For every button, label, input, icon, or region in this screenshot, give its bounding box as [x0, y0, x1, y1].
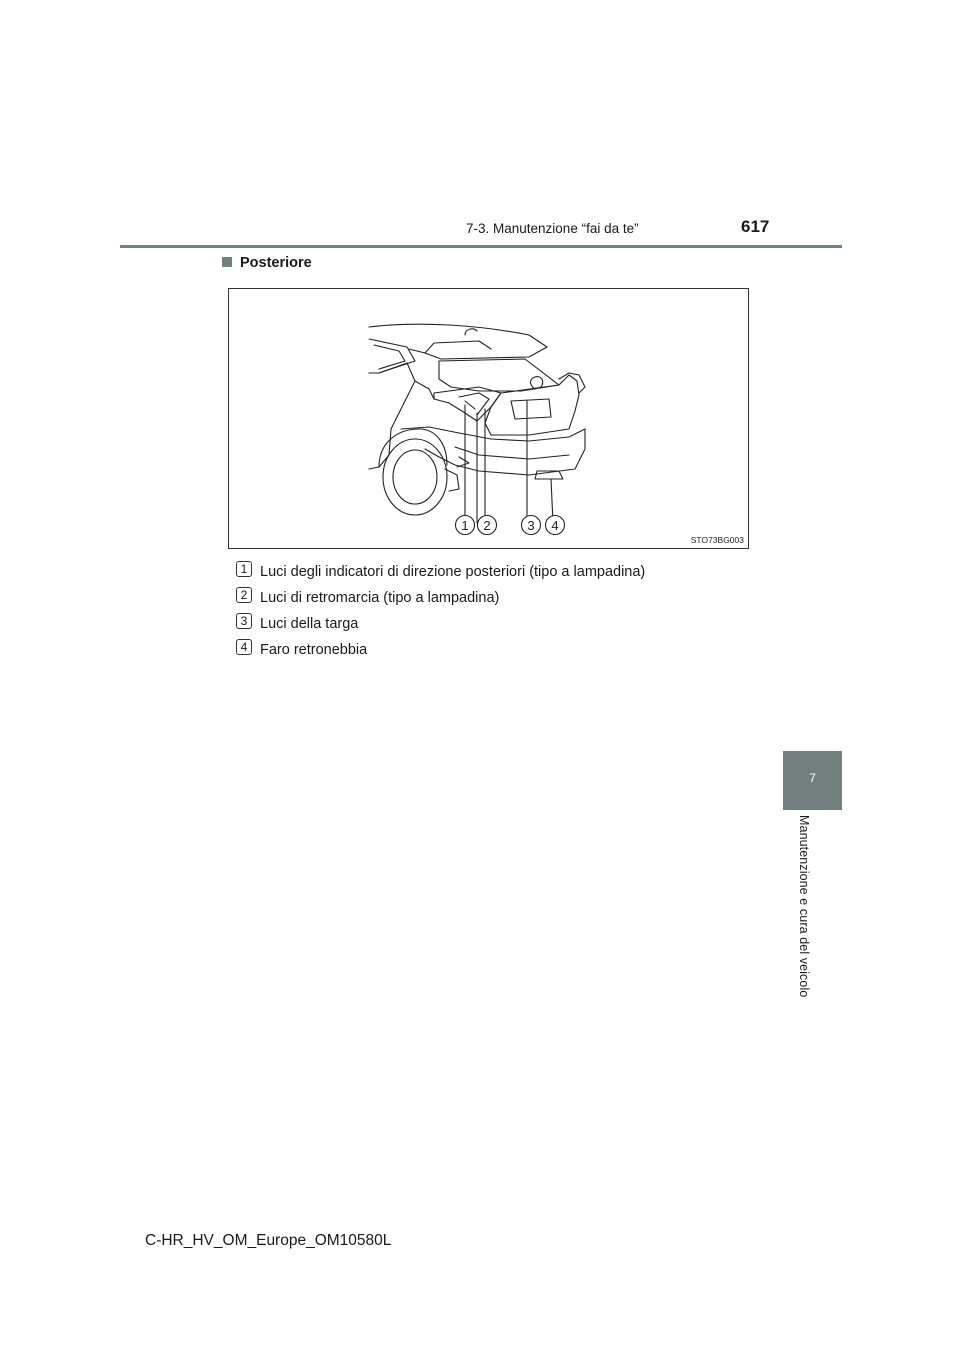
legend-text: Luci degli indicatori di direzione posteriori (tipo a lampadina)	[260, 564, 646, 580]
header-rule	[120, 245, 842, 248]
legend-number: 2	[236, 587, 252, 603]
chapter-label: Manutenzione e cura del veicolo	[797, 815, 811, 998]
section-heading	[222, 255, 312, 271]
figure-rear-lights	[228, 288, 749, 549]
callout-1: 1	[461, 518, 469, 533]
car-rear-illustration	[229, 289, 750, 550]
figure-code: STO73BG003	[690, 535, 744, 545]
heading-text: Posteriore	[240, 255, 312, 271]
footer-doc-id: C-HR_HV_OM_Europe_OM10580L	[145, 1232, 392, 1249]
legend-number: 4	[236, 639, 252, 655]
legend-text: Luci della targa	[260, 616, 359, 632]
header-section-title: 7-3. Manutenzione “fai da te”	[466, 221, 639, 236]
callout-3: 3	[527, 518, 535, 533]
chapter-tab	[783, 751, 842, 810]
legend-number: 1	[236, 561, 252, 577]
chapter-number: 7	[809, 771, 816, 785]
callout-4: 4	[551, 518, 559, 533]
legend-text: Faro retronebbia	[260, 642, 368, 658]
heading-square-icon	[222, 257, 232, 267]
legend-number: 3	[236, 613, 252, 629]
callout-2: 2	[483, 518, 491, 533]
legend-text: Luci di retromarcia (tipo a lampadina)	[260, 590, 500, 606]
page-number: 617	[741, 217, 770, 236]
